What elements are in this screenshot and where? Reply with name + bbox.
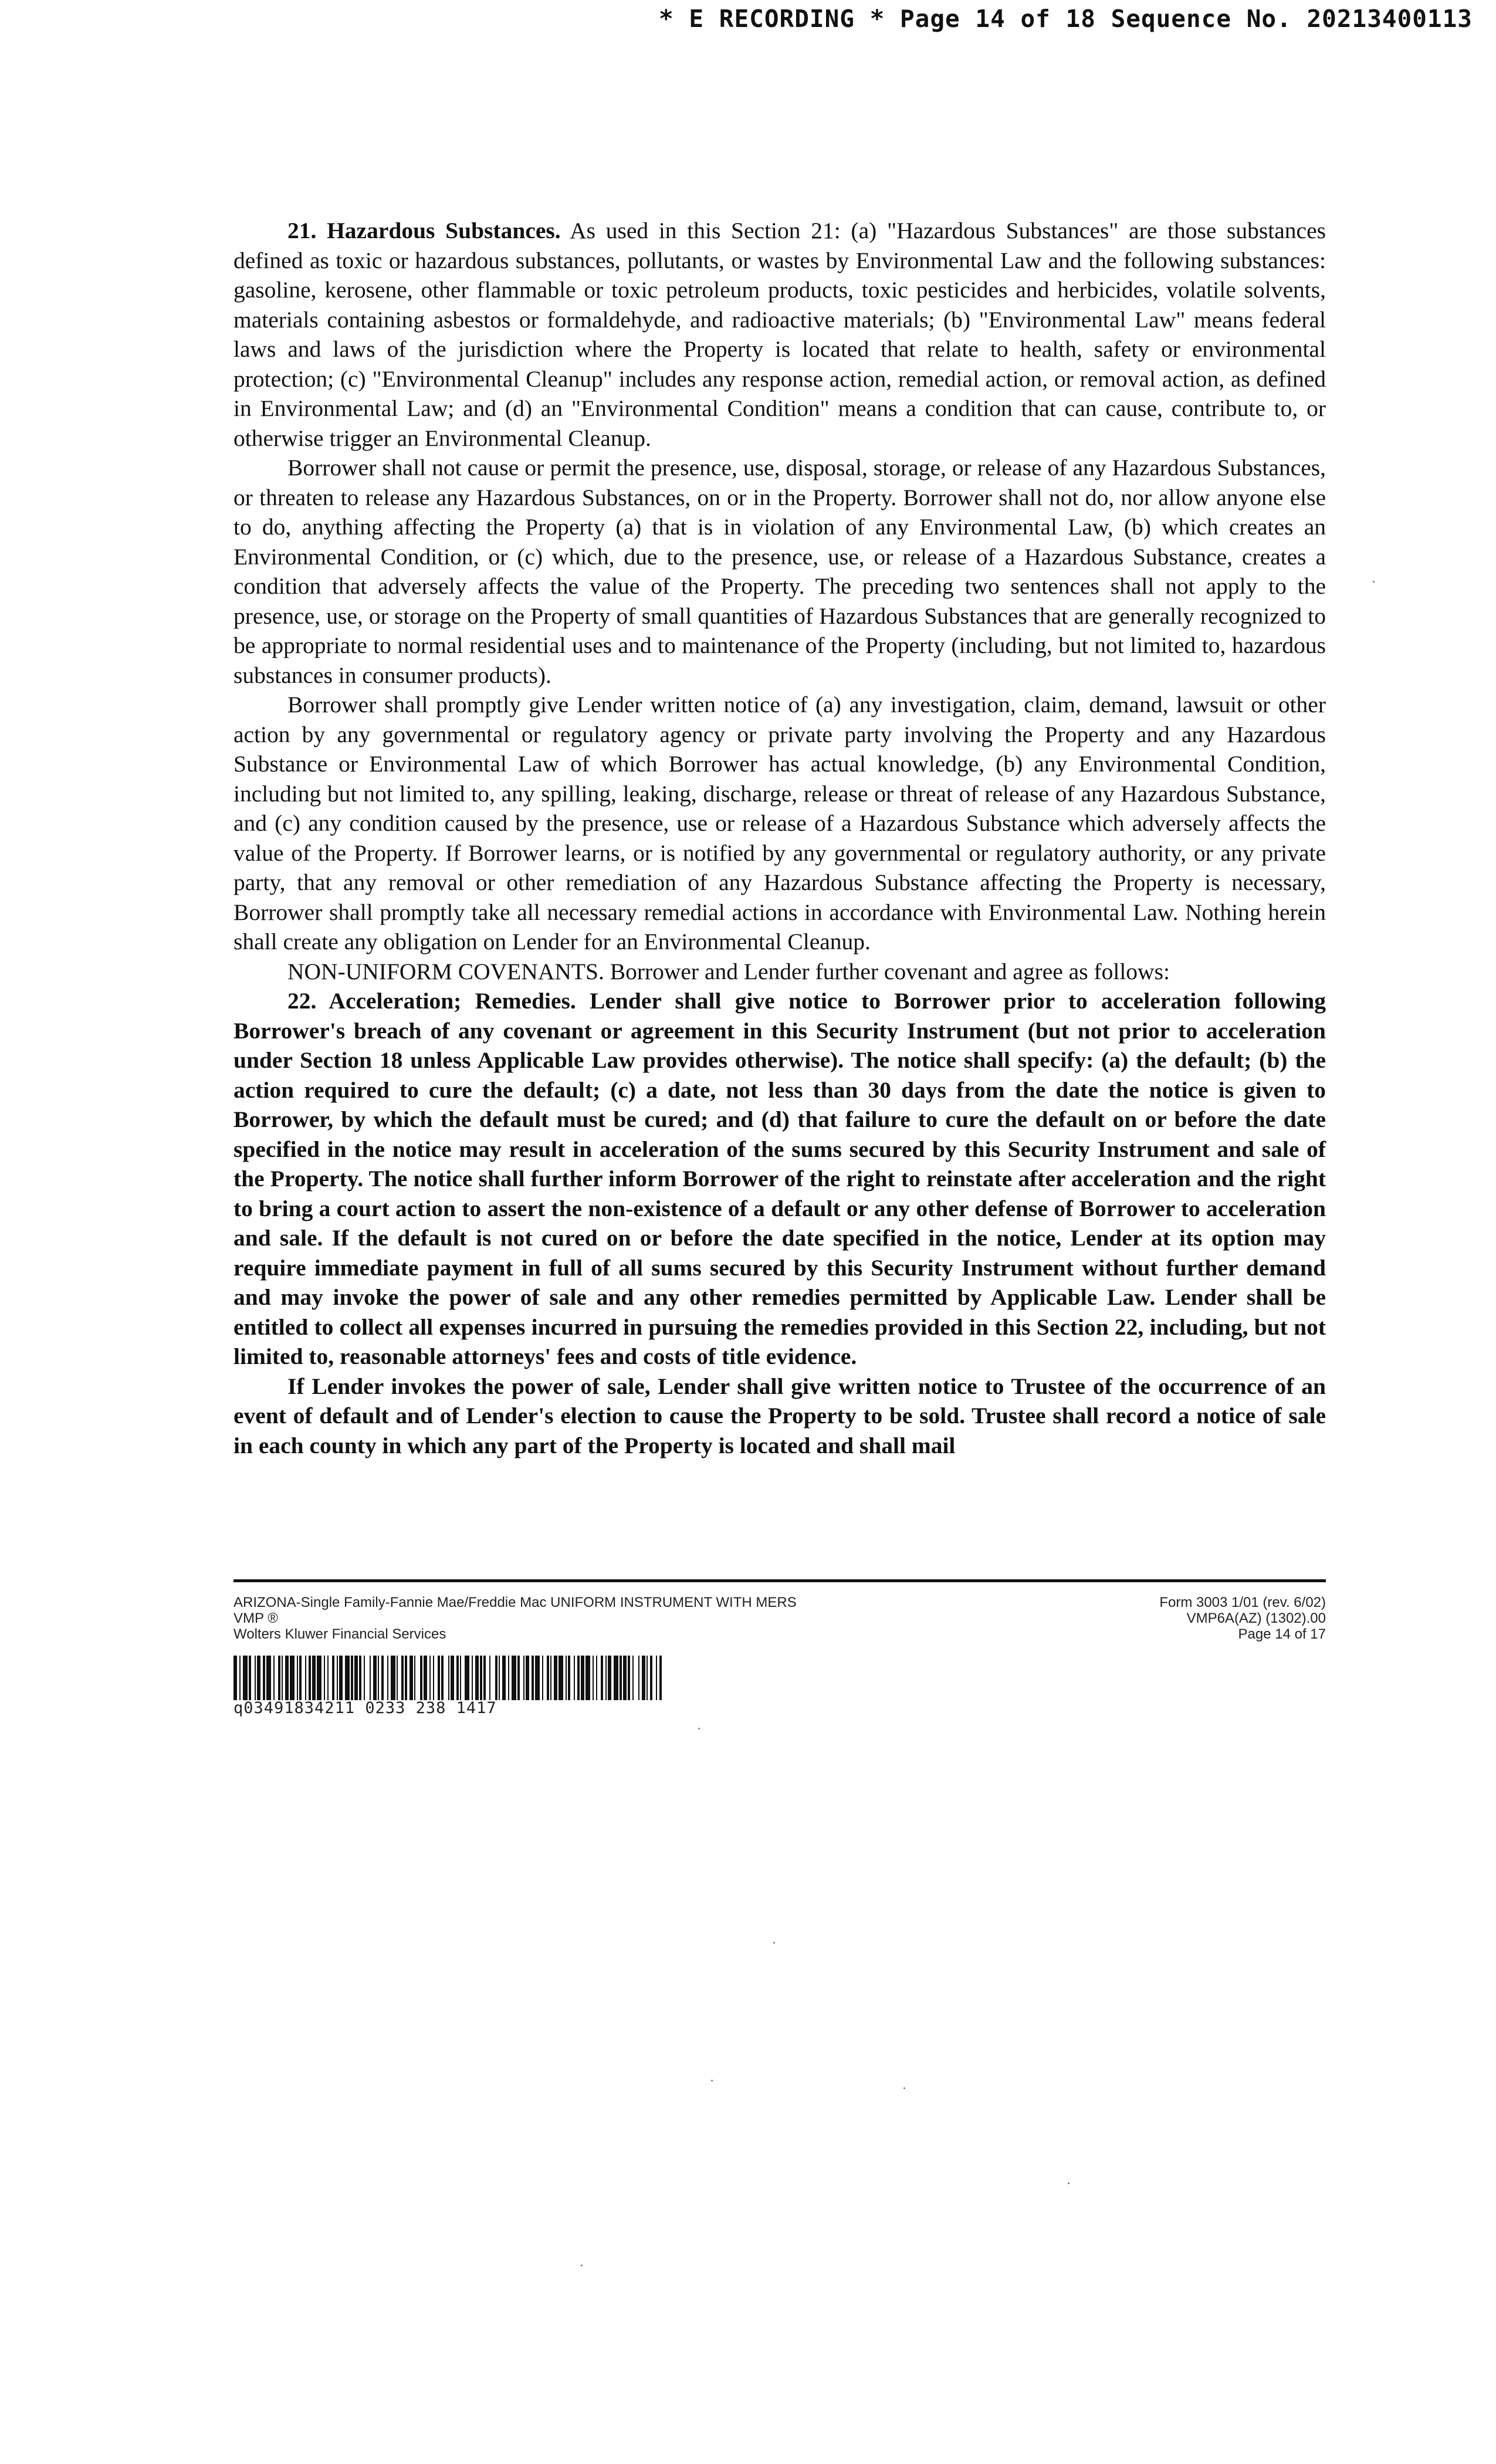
barcode-bar	[508, 1656, 509, 1700]
barcode-bar	[659, 1656, 662, 1700]
barcode-bar	[499, 1656, 500, 1700]
barcode-bar	[596, 1656, 597, 1700]
scan-speck	[698, 1728, 700, 1729]
footer-form-info	[233, 1595, 797, 1642]
barcode-bar	[433, 1656, 434, 1700]
barcode-bar	[456, 1656, 459, 1700]
barcode-bar	[605, 1656, 607, 1700]
barcode-bar	[429, 1656, 431, 1700]
barcode-bar	[550, 1656, 551, 1700]
barcode-bar	[312, 1656, 316, 1700]
barcode-bar	[309, 1656, 311, 1700]
section-21-paragraph-1	[233, 216, 1326, 453]
scan-speck	[1068, 2182, 1069, 2184]
barcode-bar	[502, 1656, 506, 1700]
section-21-paragraph-3: Borrower shall promptly give Lender written notice of (a) any investigation, claim, demand, lawsuit or other action by any governmental or regulatory agency or private party involving the Property and any Hazardous Substance or Environmental Law of which Borrower has actual knowledge, (b) any Environmental Condition, including but not limited to, any spilling, leaking, discharge, release or threat of release of any Hazardous Substance, and (c) any condition caused by the presence, use or release of a Hazardous Substance which adversely affects the value of the Property. If Borrower learns, or is notified by any governmental or regulatory authority, or any private party, that any removal or other remediation of any Hazardous Substance affecting the Property is necessary, Borrower shall promptly take all necessary remedial actions in accordance with Environmental Law. Nothing herein shall create any obligation on Lender for an Environmental Cleanup.	[233, 692, 1326, 955]
barcode-bar	[370, 1656, 371, 1700]
barcode-bar	[585, 1656, 590, 1700]
scan-speck	[581, 2265, 583, 2266]
barcode-bar	[460, 1656, 461, 1700]
barcode-bar	[472, 1656, 473, 1700]
footer-form-id: Form 3003 1/01 (rev. 6/02)	[1159, 1595, 1326, 1610]
barcode-bar	[512, 1656, 516, 1700]
barcode-bar	[285, 1656, 289, 1700]
barcode-bar	[483, 1656, 486, 1700]
barcode-bar	[424, 1656, 427, 1700]
barcode-bar	[249, 1656, 251, 1700]
barcode-bar	[535, 1656, 540, 1700]
barcode-bar	[574, 1656, 575, 1700]
barcode-bar	[547, 1656, 549, 1700]
barcode-bar	[532, 1656, 534, 1700]
barcode-bar	[345, 1656, 350, 1700]
barcode-bar	[401, 1656, 404, 1700]
barcode-bar	[233, 1656, 237, 1700]
footer-publisher: Wolters Kluwer Financial Services	[233, 1626, 446, 1642]
barcode-bar	[337, 1656, 338, 1700]
barcode-bar	[489, 1656, 490, 1700]
barcode-bar	[614, 1656, 618, 1700]
scan-speck	[903, 2087, 905, 2089]
barcode-graphic	[233, 1656, 662, 1700]
barcode-bar	[623, 1656, 627, 1700]
barcode-bar	[542, 1656, 543, 1700]
barcode-bar	[554, 1656, 557, 1700]
scan-speck	[711, 2080, 713, 2081]
scan-speck	[1373, 581, 1375, 583]
barcode-bar	[438, 1656, 440, 1700]
barcode-bar	[642, 1656, 645, 1700]
barcode-bar	[378, 1656, 379, 1700]
barcode-bar	[650, 1656, 652, 1700]
barcode-bar	[656, 1656, 657, 1700]
scan-speck	[773, 1942, 775, 1944]
barcode-bar	[465, 1656, 469, 1700]
non-uniform-covenants: NON-UNIFORM COVENANTS. Borrower and Lender further covenant and agree as follows:	[287, 958, 1170, 984]
barcode-bar	[517, 1656, 520, 1700]
barcode-bar	[409, 1656, 413, 1700]
barcode-bar	[354, 1656, 358, 1700]
barcode-bar	[282, 1656, 283, 1700]
barcode-bar	[299, 1656, 302, 1700]
barcode-bar	[373, 1656, 377, 1700]
barcode-bar	[632, 1656, 634, 1700]
barcode-bar	[387, 1656, 388, 1700]
barcode-bar	[243, 1656, 248, 1700]
barcode-bar	[263, 1656, 265, 1700]
barcode-bar	[577, 1656, 580, 1700]
section-21-paragraph-2: Borrower shall not cause or permit the presence, use, disposal, storage, or release of any Hazardous Substances, or threaten to release any Hazardous Substances, on or in the Property. Borrower shall not do, nor allow anyone else to do, anything affecting the Property (a) that is in violation of any Environmental Law, (b) which creates an Environmental Condition, or (c) which, due to the presence, use, or release of a Hazardous Substance, creates a condition that adversely affects the value of the Property. The preceding two sentences shall not apply to the presence, use, or storage on the Property of small quantities of Hazardous Substances that are generally recognized to be appropriate to normal residential uses and to maintenance of the Property (including, but not limited to, hazardous substances in consumer products).	[233, 455, 1326, 688]
barcode-number: q03491834211 0233 238 1417	[233, 1699, 497, 1717]
barcode-bar	[451, 1656, 454, 1700]
barcode-bar	[480, 1656, 482, 1700]
barcode-bar	[475, 1656, 479, 1700]
barcode-bar	[566, 1656, 567, 1700]
barcode-bar	[414, 1656, 415, 1700]
barcode-bar	[257, 1656, 260, 1700]
section-21-heading: 21. Hazardous Substances.	[287, 218, 561, 243]
footer-divider	[233, 1579, 1326, 1582]
barcode-bar	[647, 1656, 648, 1700]
barcode-bar	[273, 1656, 275, 1700]
footer-vmp-mark: VMP ®	[233, 1610, 278, 1626]
barcode-bar	[324, 1656, 325, 1700]
barcode-bar	[351, 1656, 353, 1700]
barcode-bar	[266, 1656, 271, 1700]
barcode-bar	[305, 1656, 306, 1700]
section-22-paragraph-1: 22. Acceleration; Remedies. Lender shall give notice to Borrower prior to acceleration following Borrower's breach of any covenant or agreement in this Security Instrument (but not prior to acceleration under Section 18 unless Applicable Law provides otherwise). The notice shall specify: (a) the default; (b) the action required to cure the default; (c) a date, not less than 30 days from the date the notice is given to Borrower, by which the default must be cured; and (d) that failure to cure the default on or before the date specified in the notice may result in acceleration of the sums secured by this Security Instrument and sale of the Property. The notice shall further inform Borrower of the right to reinstate after acceleration and the right to bring a court action to assert the non-existence of a default or any other defense of Borrower to acceleration and sale. If the default is not cured on or before the date specified in the notice, Lender at its option may require immediate payment in full of all sums secured by this Security Instrument without further demand and may invoke the power of sale and any other remedies permitted by Applicable Law. Lender shall be entitled to collect all expenses incurred in pursuing the remedies provided in this Section 22, including, but not limited to, reasonable attorneys' fees and costs of title evidence.	[233, 988, 1326, 1369]
section-22-paragraph-2: If Lender invokes the power of sale, Lender shall give written notice to Trustee of the occurrence of an event of default and of Lender's election to cause the Property to be sold. Trustee shall record a notice of sale in each county in which any part of the Property is located and shall mail	[233, 1373, 1326, 1458]
barcode-bar	[391, 1656, 395, 1700]
barcode-bar	[568, 1656, 570, 1700]
barcode-bar	[278, 1656, 280, 1700]
barcode-bar	[297, 1656, 298, 1700]
barcode-bar	[526, 1656, 529, 1700]
barcode-bar	[405, 1656, 407, 1700]
barcode-bar	[339, 1656, 343, 1700]
barcode-bar	[364, 1656, 365, 1700]
barcode-bar	[255, 1656, 256, 1700]
barcode-bar	[601, 1656, 603, 1700]
barcode-bar	[523, 1656, 524, 1700]
barcode-bar	[608, 1656, 611, 1700]
barcode-bar	[593, 1656, 594, 1700]
barcode-bar	[495, 1656, 497, 1700]
barcode-bar	[332, 1656, 334, 1700]
recording-banner: * E RECORDING * Page 14 of 18 Sequence No. 20213400113	[659, 5, 1473, 33]
barcode-bar	[620, 1656, 622, 1700]
barcode-bar	[559, 1656, 563, 1700]
barcode-bar	[327, 1656, 329, 1700]
barcode-bar	[317, 1656, 321, 1700]
barcode-bar	[448, 1656, 449, 1700]
footer-form-number	[1159, 1595, 1326, 1642]
barcode-bar	[638, 1656, 639, 1700]
barcode-bar	[397, 1656, 398, 1700]
barcode-bar	[290, 1656, 295, 1700]
barcode-bar	[359, 1656, 361, 1700]
barcode-bar	[420, 1656, 422, 1700]
footer-form-title: ARIZONA-Single Family-Fannie Mae/Freddie Mac UNIFORM INSTRUMENT WITH MERS	[233, 1595, 797, 1610]
barcode-bar	[381, 1656, 384, 1700]
barcode-bar	[239, 1656, 241, 1700]
section-21-paragraph-1-text: As used in this Section 21: (a) "Hazardous Substances" are those substances defined as toxic or hazardous substances, pollutants, or wastes by Environmental Law and the following substances: gasoline, kerosene, other flammable or toxic petroleum products, toxic pesticides and herbicides, volatile solvents, materials containing asbestos or formaldehyde, and radioactive materials; (b) "Environmental Law" means federal laws and laws of the jurisdiction where the Property is located that relate to health, safety or environmental protection; (c) "Environmental Cleanup" includes any response action, remedial action, or removal action, as defined in Environmental Law; and (d) an "Environmental Condition" means a condition that can cause, contribute to, or otherwise trigger an Environmental Cleanup.	[233, 218, 1326, 451]
barcode-bar	[441, 1656, 444, 1700]
footer-vmp-code: VMP6A(AZ) (1302).00	[1186, 1610, 1326, 1626]
barcode-bar	[628, 1656, 630, 1700]
footer-page-number: Page 14 of 17	[1238, 1626, 1326, 1642]
document-body	[233, 216, 1326, 1460]
barcode-bar	[581, 1656, 584, 1700]
